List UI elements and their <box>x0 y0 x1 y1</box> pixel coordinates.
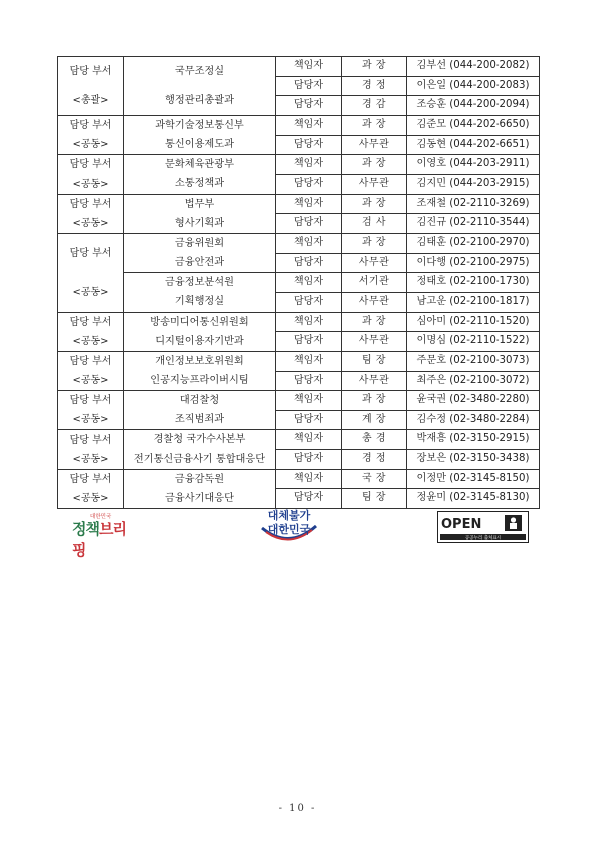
open-license-person-icon <box>511 517 516 522</box>
dept-label-line: <공동> <box>72 414 109 426</box>
position-cell: 과 장 <box>342 57 407 77</box>
dept-label-lines <box>58 391 123 429</box>
table-row <box>58 312 540 332</box>
org-name-line: 금융감독원 <box>174 473 225 485</box>
dept-cell <box>58 469 124 508</box>
org-name-lines <box>124 470 275 508</box>
dept-label-line: <공동> <box>72 375 109 387</box>
position-cell: 서기관 <box>342 273 407 293</box>
dept-label-lines <box>58 430 123 468</box>
org-name-lines <box>124 155 275 193</box>
role-cell: 책임자 <box>276 430 342 450</box>
position-cell: 과 장 <box>342 155 407 175</box>
role-cell: 담당자 <box>276 76 342 96</box>
dept-label-lines <box>58 116 123 154</box>
dept-label-line: 담당 부서 <box>69 355 112 367</box>
contact-cell: 김수정 (02-3480-2284) <box>407 410 540 430</box>
dept-label-line: <공동> <box>72 453 109 465</box>
policy-briefing-logo-main <box>72 518 138 560</box>
dept-label-line: 담당 부서 <box>69 247 112 259</box>
table-row <box>58 391 540 411</box>
org-name-line: 경찰청 국가수사본부 <box>153 434 246 446</box>
org-name-line: 기획행정실 <box>174 296 225 308</box>
page-number: - 10 - <box>278 803 317 814</box>
position-cell: 사무관 <box>342 135 407 155</box>
dept-label-line: 담당 부서 <box>69 434 112 446</box>
org-name-line: 개인정보보호위원회 <box>155 355 244 367</box>
role-cell: 담당자 <box>276 96 342 116</box>
dept-label-lines <box>58 352 123 390</box>
dept-label-line: 담당 부서 <box>69 120 112 132</box>
org-cell <box>124 115 276 154</box>
org-name-line: 전기통신금융사기 통합대응단 <box>133 453 266 465</box>
contact-table <box>57 56 540 509</box>
dept-cell <box>58 155 124 194</box>
org-cell <box>124 233 276 272</box>
position-cell: 과 장 <box>342 391 407 411</box>
contact-cell: 김진규 (02-2110-3544) <box>407 214 540 234</box>
org-name-line: 법무부 <box>184 198 215 210</box>
table-row <box>58 57 540 77</box>
policy-briefing-logo-small: 대한민국 <box>90 514 112 520</box>
position-cell: 과 장 <box>342 233 407 253</box>
policy-briefing-logo-main-b: 브리핑 <box>72 520 126 559</box>
dept-label-lines <box>58 313 123 351</box>
dept-cell <box>58 430 124 469</box>
role-cell: 담당자 <box>276 450 342 470</box>
position-cell: 사무관 <box>342 253 407 273</box>
contact-cell: 정태호 (02-2100-1730) <box>407 273 540 293</box>
dept-label-lines <box>58 195 123 233</box>
role-cell: 책임자 <box>276 194 342 214</box>
dept-label-line: 담당 부서 <box>69 159 112 171</box>
dept-label-line: <공동> <box>72 286 109 298</box>
table-row <box>58 273 540 293</box>
org-cell <box>124 312 276 351</box>
role-cell: 책임자 <box>276 115 342 135</box>
org-name-line: 방송미디어통신위원회 <box>150 316 249 328</box>
contact-cell: 조재철 (02-2110-3269) <box>407 194 540 214</box>
dept-cell <box>58 312 124 351</box>
role-cell: 담당자 <box>276 214 342 234</box>
dept-label-line: 담당 부서 <box>69 395 112 407</box>
contact-cell: 김지민 (044-203-2915) <box>407 174 540 194</box>
role-cell: 담당자 <box>276 292 342 312</box>
position-cell: 과 장 <box>342 312 407 332</box>
contact-cell: 장보은 (02-3150-3438) <box>407 450 540 470</box>
dept-label-line: 담당 부서 <box>69 198 112 210</box>
role-cell: 담당자 <box>276 410 342 430</box>
position-cell: 경 감 <box>342 96 407 116</box>
dept-cell <box>58 351 124 390</box>
contact-cell: 윤국권 (02-3480-2280) <box>407 391 540 411</box>
open-license-person-body <box>510 523 517 529</box>
role-cell: 담당자 <box>276 135 342 155</box>
contact-cell: 이명심 (02-2110-1522) <box>407 332 540 352</box>
org-name-lines <box>124 430 275 468</box>
position-cell: 과 장 <box>342 194 407 214</box>
org-name-line: 대검찰청 <box>179 395 220 407</box>
role-cell: 책임자 <box>276 351 342 371</box>
table-row <box>58 115 540 135</box>
slogan-line2: 대한민국 <box>267 523 311 536</box>
org-name-line: 국무조정실 <box>174 65 225 77</box>
dept-label-lines <box>58 57 123 115</box>
org-name-line: 과학기술정보통신부 <box>155 119 244 131</box>
org-name-lines <box>124 195 275 233</box>
dept-label-line: <공동> <box>72 178 109 190</box>
role-cell: 책임자 <box>276 57 342 77</box>
contact-cell: 이은일 (044-200-2083) <box>407 76 540 96</box>
position-cell: 검 사 <box>342 214 407 234</box>
table-row <box>58 155 540 175</box>
org-name-lines <box>124 234 275 272</box>
org-cell <box>124 155 276 194</box>
open-license-word: OPEN <box>441 517 482 532</box>
org-name-line: 금융정보분석원 <box>165 277 234 289</box>
table-row <box>58 194 540 214</box>
policy-briefing-logo-main-a: 정책 <box>72 520 99 538</box>
position-cell: 사무관 <box>342 174 407 194</box>
org-name-lines <box>124 352 275 390</box>
position-cell: 사무관 <box>342 332 407 352</box>
table-row <box>58 469 540 489</box>
org-name-line: 조직범죄과 <box>174 414 225 426</box>
contact-cell: 심아미 (02-2110-1520) <box>407 312 540 332</box>
org-name-line: 형사기획과 <box>174 217 225 229</box>
position-cell: 경 정 <box>342 450 407 470</box>
org-name-line: 소통정책과 <box>174 178 225 190</box>
contact-cell: 최주은 (02-2100-3072) <box>407 371 540 391</box>
contact-cell: 주문호 (02-2100-3073) <box>407 351 540 371</box>
position-cell: 계 장 <box>342 410 407 430</box>
dept-cell <box>58 391 124 430</box>
role-cell: 책임자 <box>276 312 342 332</box>
open-license-logo <box>437 511 529 543</box>
position-cell: 사무관 <box>342 371 407 391</box>
dept-cell <box>58 233 124 312</box>
contact-cell: 이영호 (044-203-2911) <box>407 155 540 175</box>
dept-label-line: <총괄> <box>72 94 109 106</box>
org-name-line: 인공지능프라이버시팀 <box>150 374 249 386</box>
org-name-lines <box>124 391 275 429</box>
contact-cell: 박재흥 (02-3150-2915) <box>407 430 540 450</box>
org-name-lines <box>124 273 275 311</box>
dept-label-line: <공동> <box>72 139 109 151</box>
role-cell: 책임자 <box>276 391 342 411</box>
org-name-line: 디지털이용자기반과 <box>155 335 244 347</box>
table-row <box>58 430 540 450</box>
dept-label-line: <공동> <box>72 217 109 229</box>
position-cell: 경 정 <box>342 76 407 96</box>
org-name-line: 행정관리총괄과 <box>165 94 234 106</box>
position-cell: 국 장 <box>342 469 407 489</box>
org-name-line: 통신이용제도과 <box>165 139 234 151</box>
org-name-lines <box>124 116 275 154</box>
dept-label-line: 담당 부서 <box>69 316 112 328</box>
contact-cell: 정윤미 (02-3145-8130) <box>407 489 540 509</box>
dept-cell <box>58 57 124 116</box>
org-name-line: 문화체육관광부 <box>165 159 234 171</box>
position-cell: 팀 장 <box>342 489 407 509</box>
org-cell <box>124 469 276 508</box>
dept-cell <box>58 194 124 233</box>
contact-table-body <box>58 57 540 509</box>
dept-cell <box>58 115 124 154</box>
org-cell <box>124 273 276 312</box>
contact-cell: 김태훈 (02-2100-2970) <box>407 233 540 253</box>
contact-cell: 조승훈 (044-200-2094) <box>407 96 540 116</box>
position-cell: 팀 장 <box>342 351 407 371</box>
org-name-line: 금융안전과 <box>174 257 225 269</box>
org-name-line: 금융사기대응단 <box>165 492 234 504</box>
logo-strip <box>0 504 595 559</box>
contact-cell: 남고운 (02-2100-1817) <box>407 292 540 312</box>
dept-label-line: 담당 부서 <box>69 65 112 77</box>
org-name-line: 금융위원회 <box>174 237 225 249</box>
korea-slogan-logo <box>258 504 320 546</box>
contact-cell: 이다행 (02-2100-2975) <box>407 253 540 273</box>
role-cell: 책임자 <box>276 273 342 293</box>
dept-label-line: <공동> <box>72 493 109 505</box>
slogan-line1: 대체불가 <box>267 509 311 522</box>
table-row <box>58 351 540 371</box>
org-name-lines <box>124 57 275 115</box>
org-cell <box>124 194 276 233</box>
role-cell: 담당자 <box>276 489 342 509</box>
org-cell <box>124 391 276 430</box>
contact-cell: 이정만 (02-3145-8150) <box>407 469 540 489</box>
position-cell: 과 장 <box>342 115 407 135</box>
role-cell: 책임자 <box>276 155 342 175</box>
role-cell: 담당자 <box>276 332 342 352</box>
role-cell: 책임자 <box>276 469 342 489</box>
dept-label-lines <box>58 155 123 193</box>
table-row <box>58 233 540 253</box>
position-cell: 사무관 <box>342 292 407 312</box>
dept-label-lines <box>58 470 123 508</box>
dept-label-line: <공동> <box>72 335 109 347</box>
contact-cell: 김준모 (044-202-6650) <box>407 115 540 135</box>
contact-cell: 김부선 (044-200-2082) <box>407 57 540 77</box>
org-cell <box>124 430 276 469</box>
dept-label-line: 담당 부서 <box>69 473 112 485</box>
dept-label-lines <box>58 234 123 312</box>
position-cell: 총 경 <box>342 430 407 450</box>
role-cell: 책임자 <box>276 233 342 253</box>
open-license-caption: 공공누리 출처표시 <box>464 536 502 541</box>
org-cell <box>124 57 276 116</box>
role-cell: 담당자 <box>276 253 342 273</box>
org-cell <box>124 351 276 390</box>
contact-cell: 김동현 (044-202-6651) <box>407 135 540 155</box>
org-name-lines <box>124 313 275 351</box>
role-cell: 담당자 <box>276 371 342 391</box>
role-cell: 담당자 <box>276 174 342 194</box>
policy-briefing-logo <box>72 512 138 559</box>
